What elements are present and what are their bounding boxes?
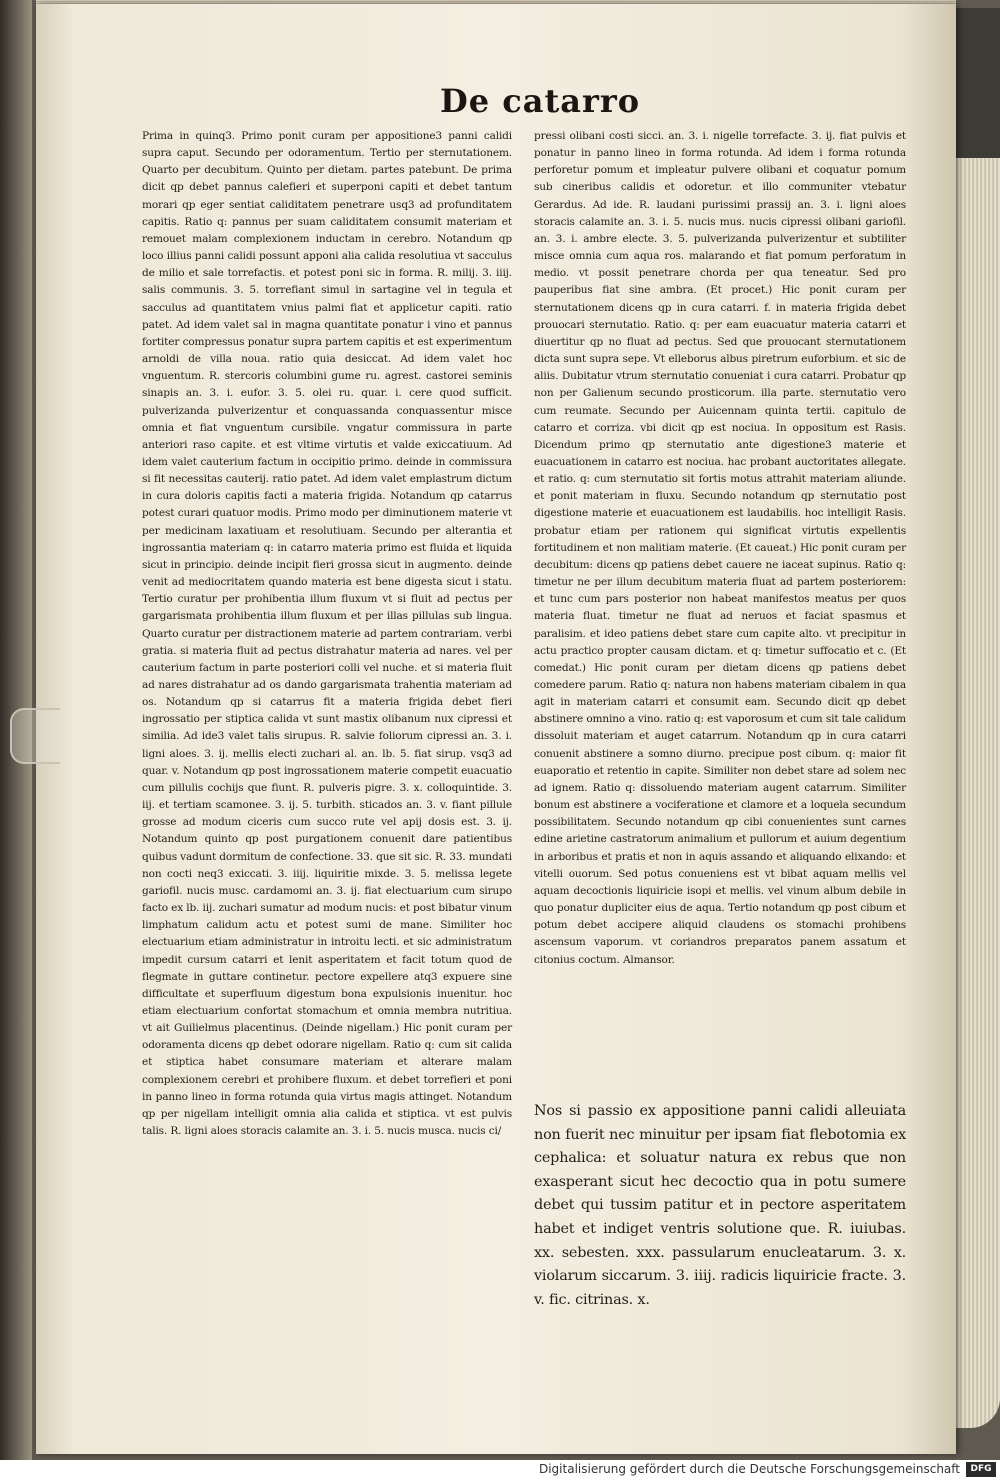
cover-corner <box>956 8 1000 158</box>
dfg-logo: DFG <box>966 1462 996 1477</box>
text-column-left <box>142 128 512 1363</box>
footer-credit: Digitalisierung gefördert durch die Deutsche Forschungsgemeinschaft <box>538 1462 960 1476</box>
left-column-text: Prima in quinq3. Primo ponit curam per appositione3 panni calidi supra caput. Secundo per odoramentum. Tertio per sternutationem. Quarto per decubitum. Quinto per dietam. partes patebunt. De prima dicit qp debet pannus calefieri et superponi capiti et debet tantum morari qp eger sentiat caliditatem penetrare usq3 ad profunditatem capitis. Ratio q: pannus per suam caliditatem consumit materiam et remouet malam complexionem inductam in cerebro. Notandum qp loco illius panni calidi possunt apponi alia calida resolutiua vt sacculus de milio et sale torrefactis. et potest poni sic in forma. R. milij. 3. iiij. salis communis. 3. 5. torrefiant simul in sartagine vel in tegula et sacculus ad quantitatem vnius palmi fiat et applicetur capiti. ratio patet. Ad idem valet sal in magna quantitate ponatur i vino et pannus fortiter compressus ponatur supra partem capitis et est experimentum arnoldi de villa noua. ratio quia desiccat. Ad idem valet hoc vnguentum. R. stercoris columbini gume ru. agrest. castorei seminis sinapis an. 3. i. eufor. 3. 5. olei ru. quar. i. cere quod sufficit. pulverizanda pulverizentur et conquassanda conquassentur misce omnia et fiat vnguentum cursibile. vngatur commissura in parte anteriori raso capite. et est vltime virtutis et valde exiccatiuum. Ad idem valet cauterium factum in occipitio primo. deinde in commissura si fit necessitas cauterij. ratio patet. Ad idem valet emplastrum dictum in cura doloris capitis facti a materia frigida. Notandum qp catarrus potest curari quatuor modis. Primo modo per diminutionem materie vt per medicinam laxatiuam et resolutiuam. Secundo per alterantia et ingrossantia materiam q: in catarro materia primo est fluida et liquida sicut in principio. deinde incipit fieri grossa sicut in augmento. deinde venit ad mediocritatem quando materia est bene digesta sicut i statu. Tertio curatur per prohibentia illum fluxum vt si fluit ad pectus per gargarismata prohibentia illum fluxum et per illas pillulas sub lingua. Quarto curatur per distractionem materie ad partem contrariam. verbi gratia. si materia fluit ad pectus distrahatur materia ad nares. vel per cauterium factum in parte posteriori colli vel nuche. et si materia fluit ad nares distrahatur ad os dando gargarismata trahentia materiam ad os. Notandum qp si catarrus fit a materia frigida debet fieri ingrossatio per stiptica calida vt sunt mastix olibanum nux cipressi et similia. Ad ide3 valet talis sirupus. R. salvie foliorum cipressi an. 3. i. ligni aloes. 3. ij. mellis electi zuchari al. an. lb. 5. fiat sirup. vsq3 ad quar. v. Notandum qp post ingrossationem materie competit euacuatio cum pillulis cochijs que fiunt. R. pulveris pigre. 3. x. colloquintide. 3. iij. et tertiam scamonee. 3. ij. 5. turbith. sticados an. 3. v. fiant pillule grosse ad modum ciceris cum succo rute vel apij dosis est. 3. ij. Notandum quinto qp post purgationem conuenit dare patientibus quibus vadunt dormitum de confectione. 33. que sit sic. R. 33. mundati non cocti neq3 exiccati. 3. iiij. liquiritie mixde. 3. 5. melissa legete gariofil. nucis musc. cardamomi an. 3. ij. fiat electuarium cum sirupo facto ex lb. iij. zuchari sumatur ad modum nucis: et post bibatur vinum limphatum calidum actu et potest sumi de mane. Similiter hoc electuarium etiam administratur in introitu lecti. et sic administratum impedit cursum catarri et lenit asperitatem et facit totum quod de flegmate in guttare continetur. pectore expellere atq3 expuere sine difficultate et superfluum digestum bona expulsionis inuenitur. hoc etiam electuarium confortat stomachum et omnia membra nutritiua. vt ait Guilielmus placentinus. (Deinde nigellam.) Hic ponit curam per odoramenta dicens qp debet odorare nigellam. Ratio q: cum sit calida et stiptica habet consumare materiam et alterare malam complexionem cerebri et prohibere fluxum. et debet torrefieri et poni in panno lineo in forma rotunda quia virtus magis attinget. Notandum qp per nigellam intelligit omnia alia calida et stiptica. vt est pulvis talis. R. ligni aloes storacis calamite an. 3. i. 5. nucis musca. nucis ci/ <box>142 130 512 1138</box>
running-heading: De catarro <box>440 82 641 120</box>
text-column-right-commentary <box>534 128 906 1095</box>
page-clip <box>10 708 60 764</box>
right-column-main-text: Nos si passio ex appositione panni calidi alleuiata non fuerit nec minuitur per ipsam fiat flebotomia ex cephalica: et soluatur natura ex rebus que non exasperant sicut hec decoctio qua in potu sumere debet qui tussim patitur et in pectore asperitatem habet et indiget ventris solutione que. R. iuiubas. xx. sebesten. xxx. passularum enucleatarum. 3. x. violarum siccarum. 3. iiij. radicis liquiricie fracte. 3. v. fic. citrinas. x. <box>534 1103 906 1308</box>
page-stack-right <box>950 8 1000 1428</box>
right-column-commentary-text: pressi olibani costi sicci. an. 3. i. nigelle torrefacte. 3. ij. fiat pulvis et ponatur in panno lineo in forma rotunda. Ad idem i forma rotunda perforetur pomum et impleatur pulvere olibani et coquatur pomum sub cineribus calidis et odoretur. et illo communiter vtebatur Gerardus. Ad ide. R. laudani purissimi prassij an. 3. i. ligni aloes storacis calamite an. 3. i. 5. nucis mus. nucis cipressi olibani gariofil. an. 3. i. ambre electe. 3. 5. pulverizanda pulverizentur et subtiliter misce omnia cum aqua ros. malarando et fiat pomum perforatum in medio. vt possit penetrare chorda per qua teneatur. Sed pro pauperibus fiat sine ambra. (Et procet.) Hic ponit curam per sternutationem dicens qp in cura catarri. f. in materia frigida debet prouocari sternutatio. Ratio. q: per eam euacuatur materia catarri et diuertitur qp no fluat ad pectus. Sed que prouocant sternutationem dicta sunt supra sepe. Vt elleborus albus piretrum euforbium. et sic de aliis. Dubitatur vtrum sternutatio conueniat i cura catarri. Probatur qp non per Galienum secundo prosticorum. illa parte. sternutatio vero cum reumate. Secundo per Auicennam quinta tertii. capitulo de catarro et corriza. vbi dicit qp est nociua. In oppositum est Rasis. Dicendum primo qp sternutatio ante digestione3 materie et euacuationem in catarro est nociua. hac probant auctoritates allegate. et ratio. q: cum sternutatio sit fortis motus attrahit materiam aliunde. et ponit materiam in fluxu. Secundo notandum qp sternutatio post digestione materie et euacuationem est laudabilis. hoc intelligit Rasis. probatur etiam per rationem qui significat virtutis expellentis fortitudinem et non malitiam materie. (Et caueat.) Hic ponit curam per decubitum: dicens qp patiens debet cauere ne iaceat supinus. Ratio q: timetur ne per illum decubitum materia fluat ad partem posteriorem: et tunc cum pars posterior non habeat manifestos meatus per quos materia fluat. timetur ne fluat ad neruos et faciat spasmus et paralisim. et ideo patiens debet stare cum capite alto. vt precipitur in actu practico propter causam dictam. et q: timetur suffocatio et c. (Et comedat.) Hic ponit curam per dietam dicens qp patiens debet comedere parum. Ratio q: natura non habens materiam cibalem in qua agit in materiam catarri et consumit eam. Secundo dicit qp debet abstinere omnino a vino. ratio q: est vaporosum et cum sit tale calidum dissoluit materiam et auget catarrum. Notandum qp in cura catarri conuenit abstinere a somno diurno. precipue post cibum. q: maior fit euaporatio et retentio in capite. Similiter non debet stare ad solem nec ad ignem. Ratio q: dissoluendo materiam augent catarrum. Similiter bonum est abstinere a vociferatione et clamore et a loquela secundum possibilitatem. Secundo notandum qp cibi conuenientes sunt carnes edine arietine castratorum animalium et pullorum et auium degentium in arboribus et pratis et non in aquis assando et aliquando elixando: et vitelli ouorum. Sed potus conueniens est vt bibat aquam mellis vel aquam decoctionis liquiricie isopi et mellis. vel vinum album debile in quo ponatur dupliciter eius de aqua. Tertio notandum qp post cibum et potum debet accipere aliquid claudens os stomachi prohibens ascensum vaporum. vt coriandros preparatos panem assatum et citonius coctum. Almansor. <box>534 130 906 966</box>
text-column-right-main <box>534 1100 906 1308</box>
